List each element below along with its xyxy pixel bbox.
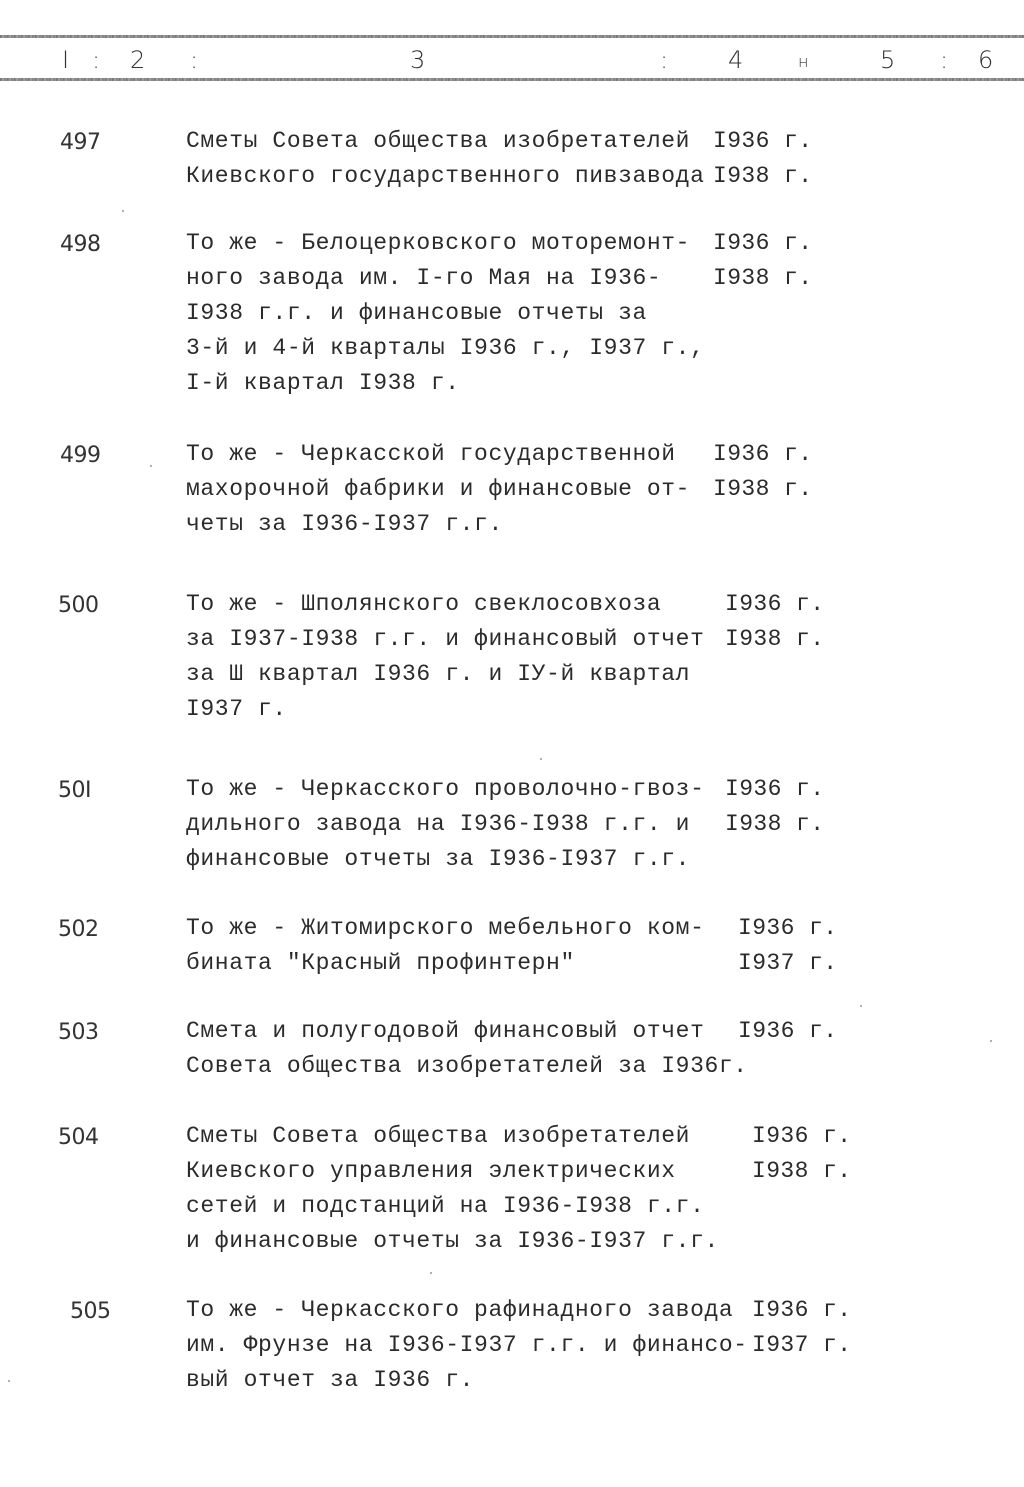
column-1-label: I	[62, 46, 70, 74]
entry-end-date: I938 г.	[713, 476, 813, 502]
entry-start-date: I936 г.	[738, 915, 838, 941]
entry-title-line: четы за I936-I937 г.г.	[186, 511, 503, 537]
entry-number: 504	[58, 1125, 99, 1150]
entry-number: 498	[60, 232, 101, 257]
entry-end-date: I938 г.	[725, 626, 825, 652]
entry-start-date: I936 г.	[738, 1018, 838, 1044]
entry-start-date: I936 г.	[713, 230, 813, 256]
entry-start-date: I936 г.	[713, 441, 813, 467]
scan-speck	[8, 1380, 10, 1382]
entry-title-line: Смета и полугодовой финансовый отчет	[186, 1018, 705, 1044]
entry-start-date: I936 г.	[713, 128, 813, 154]
column-4-label: 4	[728, 46, 744, 74]
entry-title-line: То же - Черкасского проволочно-гвоз-	[186, 776, 705, 802]
entry-title-line: за Ш квартал I936 г. и IУ-й квартал	[186, 661, 691, 687]
entry-end-date: I937 г.	[752, 1332, 852, 1358]
entry-title-line: То же - Черкасской государственной	[186, 441, 676, 467]
column-separator: :	[940, 46, 949, 74]
entry-start-date: I936 г.	[725, 776, 825, 802]
entry-title-line: им. Фрунзе на I936-I937 г.г. и финансо-	[186, 1332, 748, 1358]
scan-speck	[122, 210, 124, 212]
entry-title-line: То же - Шполянского свеклосовхоза	[186, 591, 662, 617]
entry-title-line: Киевского управления электрических	[186, 1158, 676, 1184]
header-bottom-rule	[0, 78, 1024, 81]
scan-speck	[990, 1040, 992, 1042]
entry-start-date: I936 г.	[725, 591, 825, 617]
column-separator: :	[660, 46, 669, 74]
entry-start-date: I936 г.	[752, 1123, 852, 1149]
column-2-label: 2	[130, 46, 146, 74]
entry-number: 500	[58, 593, 99, 618]
entry-end-date: I938 г.	[752, 1158, 852, 1184]
entry-number: 50I	[58, 778, 91, 803]
scan-speck	[540, 758, 542, 760]
scan-speck	[150, 465, 152, 467]
entry-title-line: I938 г.г. и финансовые отчеты за	[186, 300, 647, 326]
entry-end-date: I938 г.	[713, 163, 813, 189]
entry-title-line: Сметы Совета общества изобретателей	[186, 1123, 691, 1149]
column-3-label: 3	[410, 46, 426, 74]
entry-title-line: ного завода им. I-го Мая на I936-	[186, 265, 662, 291]
entry-number: 503	[58, 1020, 99, 1045]
entry-title-line: I-й квартал I938 г.	[186, 370, 460, 396]
column-5-label: 5	[880, 46, 896, 74]
entry-title-line: сетей и подстанций на I936-I938 г.г.	[186, 1193, 705, 1219]
scan-speck	[860, 1005, 862, 1007]
entry-title-line: за I937-I938 г.г. и финансовый отчет	[186, 626, 705, 652]
entry-title-line: То же - Белоцерковского моторемонт-	[186, 230, 691, 256]
entry-title-line: То же - Черкасского рафинадного завода	[186, 1297, 734, 1323]
column-6-label: 6	[978, 46, 994, 74]
entry-number: 502	[58, 917, 99, 942]
entry-title-line: финансовые отчеты за I936-I937 г.г.	[186, 846, 691, 872]
header-top-rule	[0, 35, 1024, 38]
entry-number: 497	[60, 130, 101, 155]
entry-number: 499	[60, 443, 101, 468]
entry-title-line: махорочной фабрики и финансовые от-	[186, 476, 691, 502]
column-separator: :	[92, 46, 101, 74]
entry-end-date: I937 г.	[738, 950, 838, 976]
entry-title-line: дильного завода на I936-I938 г.г. и	[186, 811, 691, 837]
column-separator-mark: н	[798, 52, 809, 71]
entry-number: 505	[70, 1299, 111, 1324]
entry-end-date: I938 г.	[713, 265, 813, 291]
entry-title-line: Киевского государственного пивзавода	[186, 163, 705, 189]
entry-title-line: 3-й и 4-й кварталы I936 г., I937 г.,	[186, 335, 705, 361]
entry-title-line: Сметы Совета общества изобретателей	[186, 128, 691, 154]
entry-title-line: I937 г.	[186, 696, 287, 722]
entry-title-line: Совета общества изобретателей за I936г.	[186, 1053, 748, 1079]
entry-title-line: и финансовые отчеты за I936-I937 г.г.	[186, 1228, 719, 1254]
scan-speck	[430, 1272, 432, 1274]
entry-start-date: I936 г.	[752, 1297, 852, 1323]
entry-end-date: I938 г.	[725, 811, 825, 837]
column-separator: :	[190, 46, 199, 74]
entry-title-line: вый отчет за I936 г.	[186, 1367, 475, 1393]
entry-title-line: бината "Красный профинтерн"	[186, 950, 575, 976]
column-header-row	[0, 46, 1024, 76]
entry-title-line: То же - Житомирского мебельного ком-	[186, 915, 705, 941]
